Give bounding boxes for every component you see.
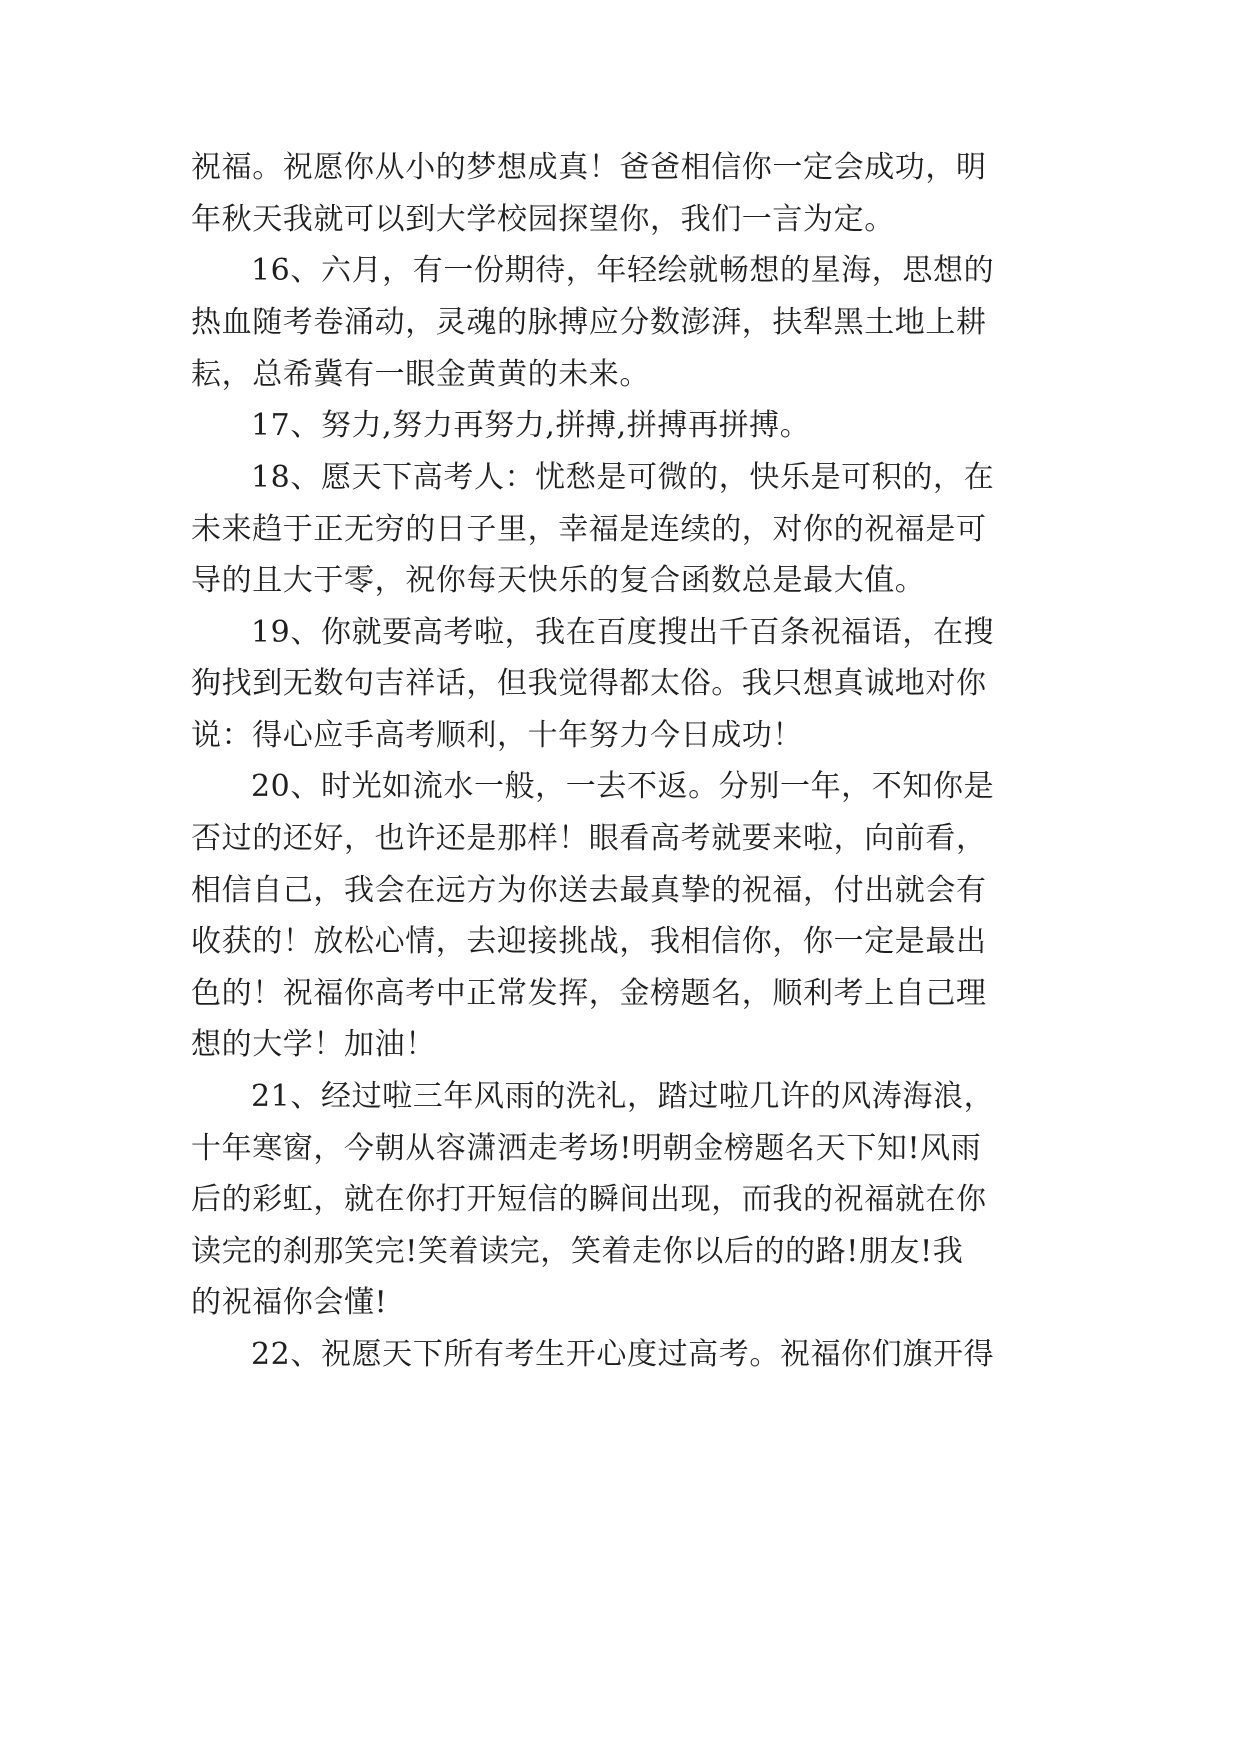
text-line: 的祝福你会懂!	[191, 1285, 388, 1320]
paragraph-16-start: 16、六月，有一份期待，年轻绘就畅想的星海，思想的	[251, 253, 995, 288]
text-line: 说：得心应手高考顺利，十年努力今日成功！	[191, 718, 803, 753]
text-line: 相信自己，我会在远方为你送去最真挚的祝福，付出就会有	[191, 873, 987, 908]
text-line: 年秋天我就可以到大学校园探望你，我们一言为定。	[191, 202, 895, 237]
text-line: 否过的还好，也许还是那样！眼看高考就要来啦，向前看，	[191, 821, 987, 856]
text-line: 祝福。祝愿你从小的梦想成真！爸爸相信你一定会成功，明	[191, 150, 987, 185]
text-line: 未来趋于正无穷的日子里，幸福是连续的，对你的祝福是可	[191, 512, 987, 547]
paragraph-19-start: 19、你就要高考啦，我在百度搜出千百条祝福语，在搜	[251, 615, 995, 650]
paragraph-17-start: 17、努力,努力再努力,拼搏,拼搏再拼搏。	[251, 408, 811, 443]
text-line: 收获的！放松心情，去迎接挑战，我相信你，你一定是最出	[191, 924, 987, 959]
text-line: 热血随考卷涌动，灵魂的脉搏应分数澎湃，扶犁黑土地上耕	[191, 305, 987, 340]
paragraph-20-start: 20、时光如流水一般，一去不返。分别一年，不知你是	[251, 769, 995, 804]
text-line: 耘，总希冀有一眼金黄黄的未来。	[191, 357, 650, 392]
paragraph-21-start: 21、经过啦三年风雨的洗礼，踏过啦几许的风涛海浪，	[251, 1079, 995, 1114]
text-line: 色的！祝福你高考中正常发挥，金榜题名，顺利考上自己理	[191, 976, 987, 1011]
paragraph-18-start: 18、愿天下高考人：忧愁是可微的，快乐是可积的，在	[251, 460, 995, 495]
text-line: 导的且大于零，祝你每天快乐的复合函数总是最大值。	[191, 563, 926, 598]
paragraph-22-start: 22、祝愿天下所有考生开心度过高考。祝福你们旗开得	[251, 1337, 995, 1372]
text-line: 狗找到无数句吉祥话，但我觉得都太俗。我只想真诚地对你	[191, 666, 987, 701]
text-line: 读完的刹那笑完!笑着读完，笑着走你以后的的路!朋友!我	[191, 1234, 964, 1269]
text-line: 后的彩虹，就在你打开短信的瞬间出现，而我的祝福就在你	[191, 1182, 987, 1217]
text-line: 想的大学！加油！	[191, 1027, 436, 1062]
text-line: 十年寒窗，今朝从容潇洒走考场!明朝金榜题名天下知!风雨	[191, 1131, 982, 1166]
